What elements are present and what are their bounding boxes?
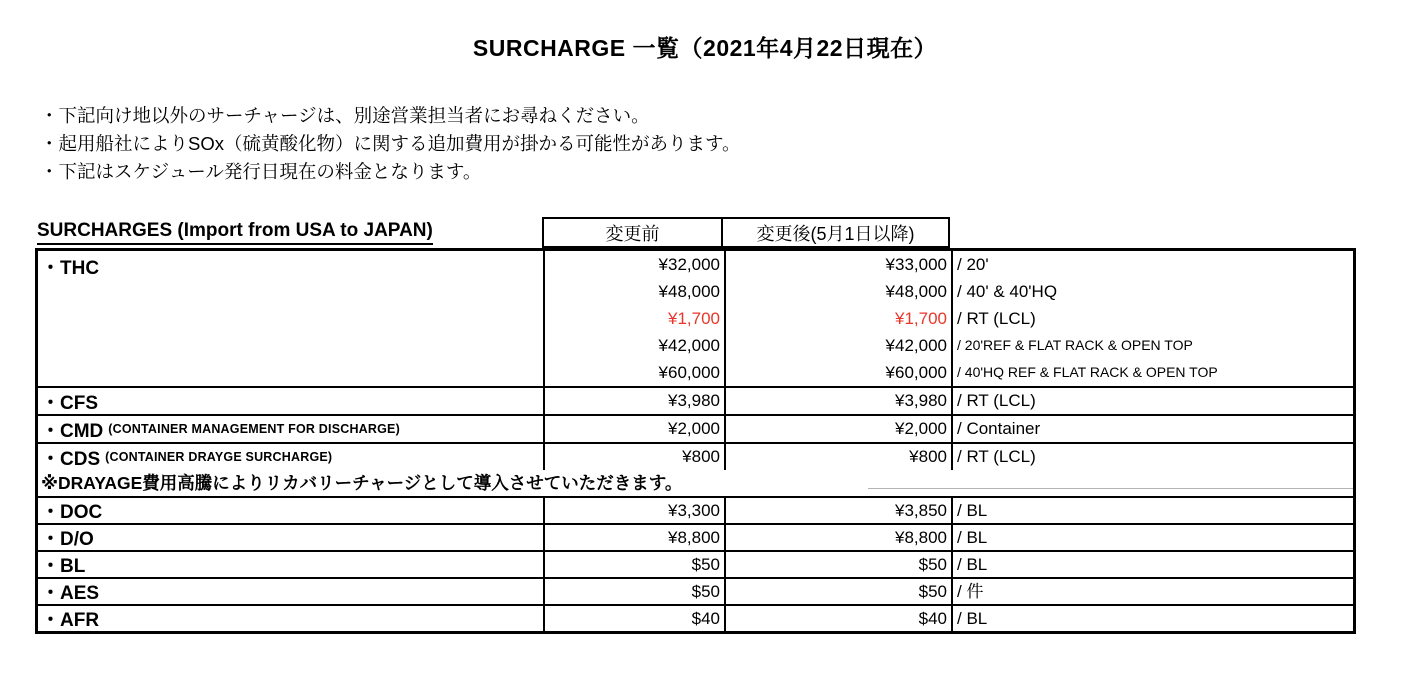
row-label: ・AES [41, 583, 100, 604]
value-before: ¥60,000 [658, 363, 720, 382]
value-after: $40 [726, 606, 953, 631]
drayage-note-row [38, 470, 1353, 498]
thc-after-values [726, 251, 953, 386]
value-after: ¥48,000 [885, 282, 947, 301]
unit-label: / BL [957, 501, 988, 520]
drayage-note-text: ※DRAYAGE費用高騰によりリカバリーチャージとして導入させていただきます。 [41, 473, 683, 493]
value-after: ¥8,800 [726, 525, 953, 550]
table-title: SURCHARGES (Import from USA to JAPAN) [35, 217, 542, 248]
row-sublabel: (CONTAINER MANAGEMENT FOR DISCHARGE) [108, 422, 400, 436]
value-before: $40 [545, 606, 726, 631]
page-title: SURCHARGE 一覧（2021年4月22日現在） [472, 35, 938, 61]
thc-units [953, 251, 1353, 386]
table-row-cmd [38, 416, 1353, 444]
row-label: ・CMD [41, 420, 104, 442]
intro-note-line: ・下記向け地以外のサーチャージは、別途営業担当者にお尋ねください。 [40, 105, 650, 126]
unit-label: / 40' & 40'HQ [957, 282, 1058, 301]
unit-label: / 40'HQ REF & FLAT RACK & OPEN TOP [957, 364, 1218, 380]
value-before: ¥8,800 [545, 525, 726, 550]
row-label: ・D/O [41, 529, 94, 550]
unit-label: / RT (LCL) [957, 447, 1036, 466]
value-after: ¥60,000 [885, 363, 947, 382]
unit-label: / BL [957, 555, 988, 574]
value-before: ¥3,980 [545, 388, 726, 414]
row-label: ・AFR [41, 610, 100, 631]
intro-note-line: ・起用船社によりSOx（硫黄酸化物）に関する追加費用が掛かる可能性があります。 [40, 133, 741, 154]
row-label: ・CFS [41, 392, 99, 414]
value-after: $50 [726, 579, 953, 604]
intro-notes [40, 102, 741, 186]
value-after: ¥800 [726, 444, 953, 470]
col-header-before: 変更前 [542, 217, 723, 248]
value-before: ¥32,000 [658, 255, 720, 274]
value-before-highlight: ¥1,700 [668, 309, 720, 328]
value-after: ¥33,000 [885, 255, 947, 274]
value-after-highlight: ¥1,700 [895, 309, 947, 328]
row-label: ・BL [41, 556, 86, 577]
thc-before-values [545, 251, 726, 386]
value-before: ¥42,000 [658, 336, 720, 355]
value-after: $50 [726, 552, 953, 577]
surcharge-table [35, 248, 1356, 634]
unit-label: / BL [957, 528, 988, 547]
row-sublabel: (CONTAINER DRAYGE SURCHARGE) [105, 450, 333, 464]
value-before: ¥800 [545, 444, 726, 470]
unit-label: / 20'REF & FLAT RACK & OPEN TOP [957, 337, 1193, 353]
gridline-artifact [868, 488, 1353, 489]
table-row-cds [38, 444, 1353, 470]
table-row-bl [38, 552, 1353, 579]
row-label: ・CDS [41, 448, 101, 470]
value-after: ¥42,000 [885, 336, 947, 355]
value-before: ¥3,300 [545, 498, 726, 523]
unit-label: / RT (LCL) [957, 309, 1036, 328]
value-before: $50 [545, 552, 726, 577]
value-after: ¥2,000 [726, 416, 953, 442]
table-row-doc [38, 498, 1353, 525]
value-after: ¥3,980 [726, 388, 953, 414]
table-row-do [38, 525, 1353, 552]
table-row-afr [38, 606, 1353, 631]
row-label: ・DOC [41, 502, 103, 523]
value-before: ¥2,000 [545, 416, 726, 442]
unit-label: / BL [957, 609, 988, 628]
unit-label: / 件 [957, 582, 984, 601]
unit-label: / RT (LCL) [957, 391, 1036, 410]
value-before: $50 [545, 579, 726, 604]
table-header [35, 217, 950, 248]
table-row-aes [38, 579, 1353, 606]
value-after: ¥3,850 [726, 498, 953, 523]
unit-label: / 20' [957, 255, 989, 274]
table-row-cfs [38, 388, 1353, 416]
col-header-after: 変更後(5月1日以降) [721, 217, 950, 248]
unit-label: / Container [957, 419, 1041, 438]
row-label: ・THC [38, 251, 545, 386]
intro-note-line: ・下記はスケジュール発行日現在の料金となります。 [40, 161, 482, 182]
value-before: ¥48,000 [658, 282, 720, 301]
table-row-thc [38, 251, 1353, 388]
